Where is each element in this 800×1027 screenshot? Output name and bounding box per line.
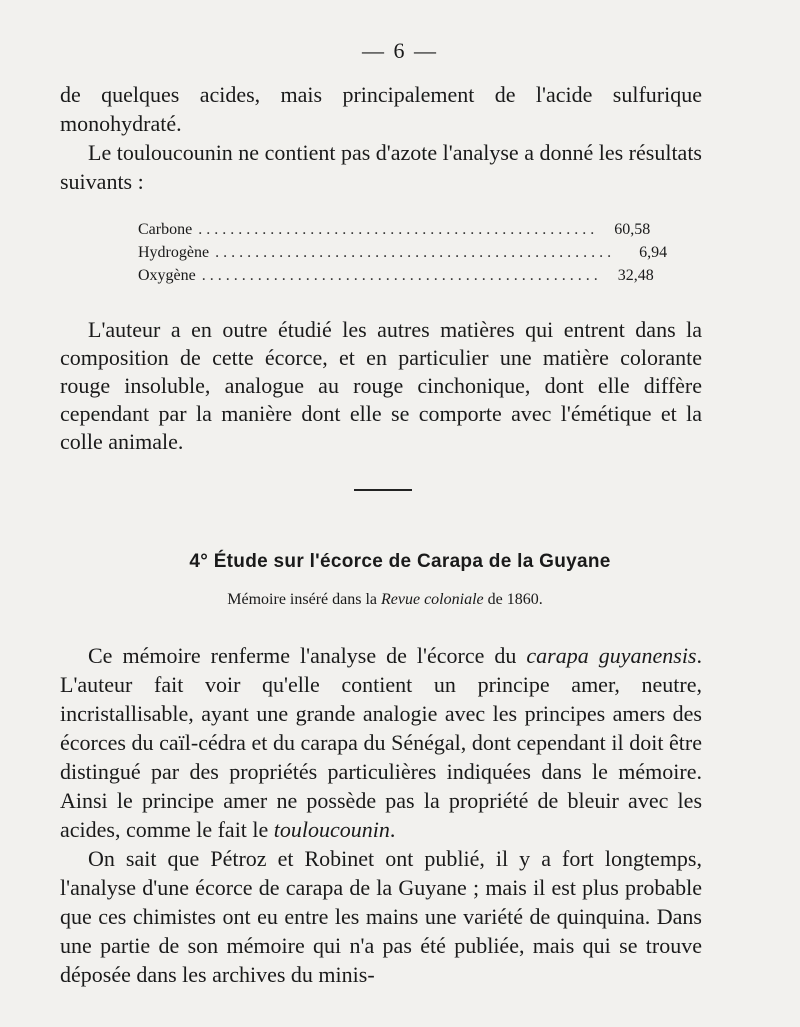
paragraph-4-part-1: Ce mémoire renferme l'analyse de l'écorce du (88, 643, 517, 668)
paragraph-4-part-3: . (389, 817, 396, 842)
species-name: carapa guyanensis (526, 643, 697, 668)
paragraph-4 (60, 641, 702, 844)
analysis-value: 60,58 (614, 221, 651, 238)
paragraph-3: L'auteur a en outre étudié les autres matières qui entrent dans la composition de cette écorce, et en particulier une matière colorante rouge insoluble, analogue au rouge cinchonique, dont elle diffère cependant par la manière dont elle se comporte avec l'émétique et la colle animale. (60, 317, 702, 454)
section-subheading (0, 591, 770, 609)
paragraph-3-block (60, 316, 702, 456)
subheading-suffix: de 1860. (487, 591, 543, 608)
analysis-label: Hydrogène (138, 244, 210, 261)
page-number: — 6 — (362, 38, 438, 63)
leader-dots: .................................................. (215, 244, 616, 261)
analysis-row-carbone (138, 218, 651, 241)
journal-title: Revue coloniale (381, 591, 484, 608)
leader-dots: .................................................. (201, 267, 602, 284)
analysis-table (138, 218, 668, 287)
subheading-prefix: Mémoire inséré dans la (227, 591, 377, 608)
intro-text (60, 80, 702, 196)
body-text (60, 641, 702, 989)
section-divider (354, 489, 412, 491)
leader-dots: .................................................. (198, 221, 599, 238)
paragraph-5: On sait que Pétroz et Robinet ont publié, il y a fort longtemps, l'analyse d'une écorce de carapa de la Guyane ; mais il est plus probable que ces chimistes ont eu entre les mains une variété de quinquina. Dans une partie de son mémoire qui n'a pas été publiée, mais qui se trouve déposée dans les archives du minis- (60, 846, 702, 987)
analysis-value: 32,48 (617, 267, 654, 284)
analysis-label: Oxygène (138, 267, 196, 284)
paragraph-1: de quelques acides, mais principalement de l'acide sulfurique monohydraté. (60, 82, 702, 136)
term-touloucounin: touloucounin (273, 817, 390, 842)
analysis-value: 6,94 (639, 244, 668, 261)
analysis-row-hydrogene (138, 241, 668, 264)
section-heading: 4° Étude sur l'écorce de Carapa de la Guyane (189, 551, 611, 572)
analysis-row-oxygene (138, 264, 654, 287)
paragraph-2: Le touloucounin ne contient pas d'azote l'analyse a donné les résultats suivants : (60, 140, 702, 194)
paragraph-4-part-2: . L'auteur fait voir qu'elle contient un principe amer, neutre, incristallisable, ayant une grande analogie avec les principes amers des écorces du caïl-cédra et du carapa du Sénégal, dont cependant il doit être distingué par des propriétés particulières indiquées dans le mémoire. Ainsi le principe amer ne possède pas la propriété de bleuir avec les acides, comme le fait le (60, 643, 702, 842)
analysis-label: Carbone (138, 221, 193, 238)
